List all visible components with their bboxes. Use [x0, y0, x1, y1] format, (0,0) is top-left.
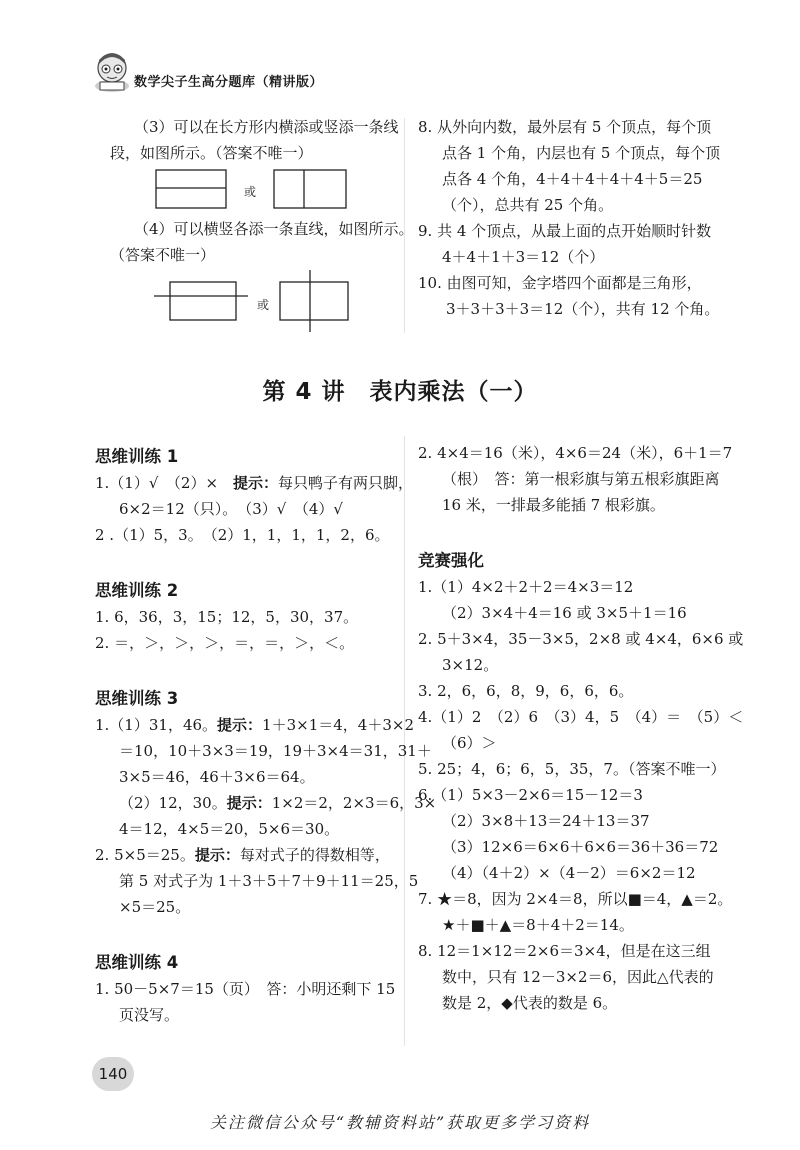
- text-line: （2）3×4＋4＝16 或 3×5＋1＝16: [442, 604, 687, 622]
- text-line: ★＋■＋▲＝8＋4＋2＝14。: [442, 916, 634, 934]
- text-line: 9. 共 4 个顶点，从最上面的点开始顺时针数: [418, 222, 712, 240]
- text-line: 2. 4×4＝16（米），4×6＝24（米），6＋1＝7: [418, 444, 733, 462]
- text-line: 点各 4 个角，4＋4＋4＋4＋4＋5＝25: [442, 170, 703, 188]
- text-line: 8. 12＝1×12＝2×6＝3×4，但是在这三组: [418, 942, 711, 960]
- text-line: 3＋3＋3＋3＝12（个），共有 12 个角。: [446, 300, 720, 318]
- text-line: 数中，只有 12－3×2＝6，因此△代表的: [442, 968, 714, 986]
- text-line: 16 米，一排最多能插 7 根彩旗。: [442, 496, 665, 514]
- text-line: 1.（1）√ （2）× 提示：每只鸭子有两只脚，: [95, 474, 414, 492]
- text-line: ×5＝25。: [119, 898, 191, 916]
- text-line: 4＋4＋1＋3＝12（个）: [442, 248, 605, 266]
- text-line: （6）＞: [442, 734, 497, 752]
- section-title: 思维训练 2: [95, 581, 179, 600]
- text-line: （2）12，30。提示：1×2＝2，2×3＝6，3×: [119, 794, 437, 812]
- text-line: 页没写。: [119, 1006, 180, 1024]
- text-line: 1.（1）31，46。提示：1＋3×1＝4，4＋3×2: [95, 716, 414, 734]
- text-line: 2. 5×5＝25。提示：每对式子的得数相等，: [95, 846, 390, 864]
- figure-rectangle-options-2: [150, 270, 360, 332]
- right-column: [418, 440, 743, 1016]
- text-line: 8. 从外向内数，最外层有 5 个顶点，每个顶: [418, 118, 712, 136]
- text-line: 3×5＝46，46＋3×6＝64。: [119, 768, 315, 786]
- top-right-column: [418, 114, 720, 322]
- text-line: （4）（4＋2）×（4－2）＝6×2＝12: [442, 864, 696, 882]
- text-line: （3）12×6＝6×6＋6×6＝36＋36＝72: [442, 838, 719, 856]
- text-line: （答案不唯一）: [110, 246, 216, 264]
- text-line: 3. 2，6，6，8，9，6，6，6。: [418, 682, 634, 700]
- text-line: 4＝12，4×5＝20，5×6＝30。: [119, 820, 340, 838]
- top-left-column-2: [110, 216, 414, 268]
- figure-or-label: 或: [244, 185, 257, 199]
- text-line: 6×2＝12（只）。 （3）√ （4）√: [119, 500, 343, 518]
- text-line: 7. ★＝8，因为 2×4＝8，所以■＝4，▲＝2。: [418, 890, 733, 908]
- text-line: 3×12。: [442, 656, 499, 674]
- hint-label: 提示：: [217, 716, 263, 734]
- text-line: 1. 50－5×7＝15（页） 答：小明还剩下 15: [95, 980, 396, 998]
- text-line: 点各 1 个角，内层也有 5 个顶点，每个顶: [442, 144, 721, 162]
- page-number: 140: [92, 1057, 134, 1091]
- left-column: [95, 444, 436, 1028]
- hint-label: 提示：: [226, 794, 272, 812]
- text-line: 1. 6，36，3，15；12，5，30，37。: [95, 608, 359, 626]
- text-line: 5. 25；4，6；6，5，35，7。（答案不唯一）: [418, 760, 726, 778]
- figure-or-label: 或: [257, 298, 270, 312]
- text-line: 段，如图所示。（答案不唯一）: [110, 144, 313, 162]
- chapter-title: 第 4 讲 表内乘法（一）: [262, 379, 538, 405]
- text-line: 2. 5＋3×4，35－3×5，2×8 或 4×4，6×6 或: [418, 630, 744, 648]
- text-line: （3）可以在长方形内横添或竖添一条线: [134, 118, 399, 136]
- text-line: 2 .（1）5，3。 （2）1，1，1，1，2，6。: [95, 526, 390, 544]
- section-title: 思维训练 3: [95, 689, 179, 708]
- text-line: 1.（1）4×2＋2＋2＝4×3＝12: [418, 578, 634, 596]
- text-line: 第 5 对式子为 1＋3＋5＋7＋9＋11＝25，5: [119, 872, 419, 890]
- text-line: ＝10，10＋3×3＝19，19＋3×4＝31，31＋: [119, 742, 432, 760]
- text-line: （根） 答：第一根彩旗与第五根彩旗距离: [442, 470, 720, 488]
- text-line: 4.（1）2 （2）6 （3）4，5 （4）＝ （5）＜: [418, 708, 744, 726]
- text-line: 数是 2，◆代表的数是 6。: [442, 994, 618, 1012]
- text-line: （4）可以横竖各添一条直线，如图所示。: [134, 220, 414, 238]
- text-line: 10. 由图可知，金字塔四个面都是三角形，: [418, 274, 702, 292]
- section-title: 竞赛强化: [418, 551, 484, 570]
- top-left-column: [110, 114, 399, 166]
- section-title: 思维训练 4: [95, 953, 179, 972]
- text-line: （个），总共有 25 个角。: [442, 196, 614, 214]
- footer-note: 关注微信公众号“教辅资料站”获取更多学习资料: [209, 1113, 591, 1132]
- text-line: 6.（1）5×3－2×6＝15－12＝3: [418, 786, 643, 804]
- header-title: 数学尖子生高分题库（精讲版）: [134, 75, 324, 90]
- mascot-logo-icon: [92, 48, 132, 94]
- text-line: 2. ＝，＞，＞，＞，＝，＝，＞，＜。: [95, 634, 355, 652]
- hint-label: 提示：: [233, 474, 279, 492]
- section-title: 思维训练 1: [95, 447, 179, 466]
- text-line: （2）3×8＋13＝24＋13＝37: [442, 812, 650, 830]
- hint-label: 提示：: [194, 846, 240, 864]
